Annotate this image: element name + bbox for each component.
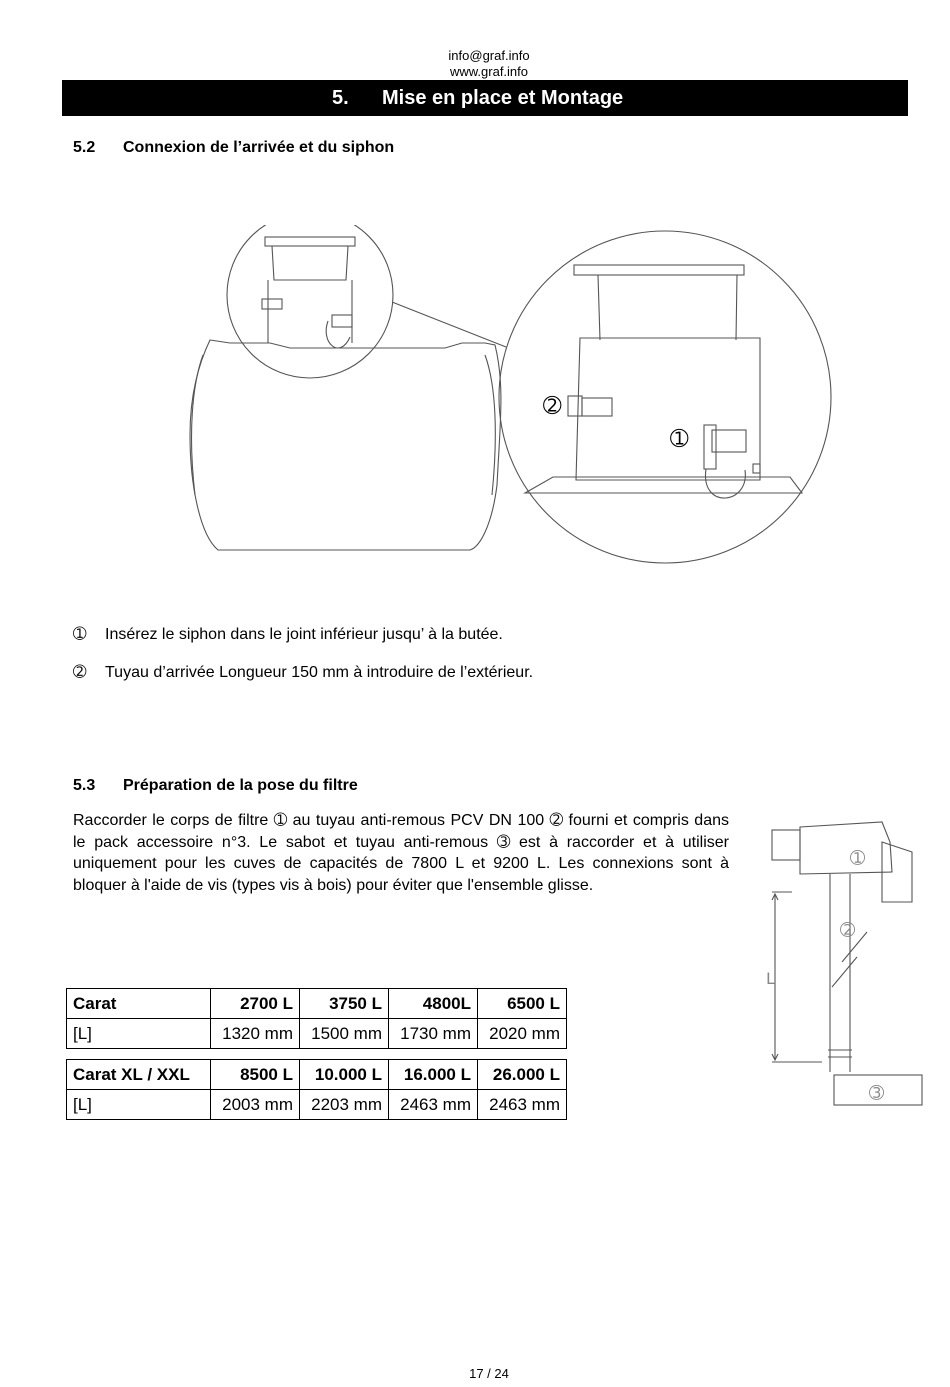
table-cell: 2463 mm: [389, 1090, 478, 1120]
filter-pipe-diagram: [762, 812, 927, 1112]
table-cell: 1730 mm: [389, 1019, 478, 1049]
marker-2-icon: ➁: [73, 664, 87, 681]
marker-3-icon: ➂: [869, 1083, 885, 1104]
section-title: Mise en place et Montage: [382, 87, 624, 109]
legend-text: Tuyau d’arrivée Longueur 150 mm à introduire de l’extérieur.: [105, 664, 534, 681]
subsection-number: 5.3: [73, 777, 96, 794]
subsection-title: Connexion de l’arrivée et du siphon: [123, 139, 395, 156]
filter-instructions-paragraph: Raccorder le corps de filtre ➀ au tuyau anti-remous PCV DN 100 ➁ fourni et compris dans le pack accessoire n°3. Le sabot et tuyau anti-remous ➂ est à raccorder et à utiliser uniquement pour les cuves de capacités de 7800 L et 9200 L. Les connexions sont à bloquer à l'aide de vis (types vis à bois) pour éviter que l'ensemble glisse.: [73, 812, 729, 894]
marker-1-icon: ➀: [850, 848, 866, 869]
table-cell: 16.000 L: [389, 1060, 478, 1090]
table-row: [67, 1060, 567, 1090]
table-row: [67, 989, 567, 1019]
marker-1-icon: ➀: [73, 626, 87, 643]
table-cell: Carat: [67, 989, 211, 1019]
table-cell: 6500 L: [478, 989, 567, 1019]
table-cell: 4800L: [389, 989, 478, 1019]
table-cell: 1320 mm: [211, 1019, 300, 1049]
carat-length-table: [66, 988, 567, 1049]
table-cell: Carat XL / XXL: [67, 1060, 211, 1090]
table-cell: 26.000 L: [478, 1060, 567, 1090]
subsection-title: Préparation de la pose du filtre: [123, 777, 358, 794]
legend-text: Insérez le siphon dans le joint inférieur jusqu’ à la butée.: [105, 626, 503, 643]
table-cell: 1500 mm: [300, 1019, 389, 1049]
header-email: info@graf.info: [448, 48, 530, 63]
section-number: 5.: [332, 87, 349, 109]
subsection-5-3-heading: [73, 777, 673, 797]
section-banner: [62, 80, 908, 116]
marker-2-icon: ➁: [543, 394, 562, 419]
table-cell: 8500 L: [211, 1060, 300, 1090]
legend-item: [73, 662, 533, 682]
page-number: 17 / 24: [469, 1366, 509, 1381]
legend-item: [73, 624, 503, 644]
table-cell: 2003 mm: [211, 1090, 300, 1120]
table-row: [67, 1090, 567, 1120]
table-cell: 3750 L: [300, 989, 389, 1019]
table-cell: 10.000 L: [300, 1060, 389, 1090]
dimension-l-label: L: [766, 969, 775, 988]
table-cell: 2700 L: [211, 989, 300, 1019]
marker-1-icon: ➀: [670, 427, 689, 452]
marker-2-icon: ➁: [840, 920, 856, 941]
table-cell: 2463 mm: [478, 1090, 567, 1120]
header-website: www.graf.info: [449, 64, 529, 79]
tank-connection-diagram: [170, 225, 840, 575]
table-row: [67, 1019, 567, 1049]
subsection-number: 5.2: [73, 139, 96, 156]
table-cell: [L]: [67, 1090, 211, 1120]
table-cell: 2203 mm: [300, 1090, 389, 1120]
table-cell: 2020 mm: [478, 1019, 567, 1049]
carat-xl-length-table: [66, 1059, 567, 1120]
table-cell: [L]: [67, 1019, 211, 1049]
subsection-5-2-heading: [73, 139, 673, 159]
